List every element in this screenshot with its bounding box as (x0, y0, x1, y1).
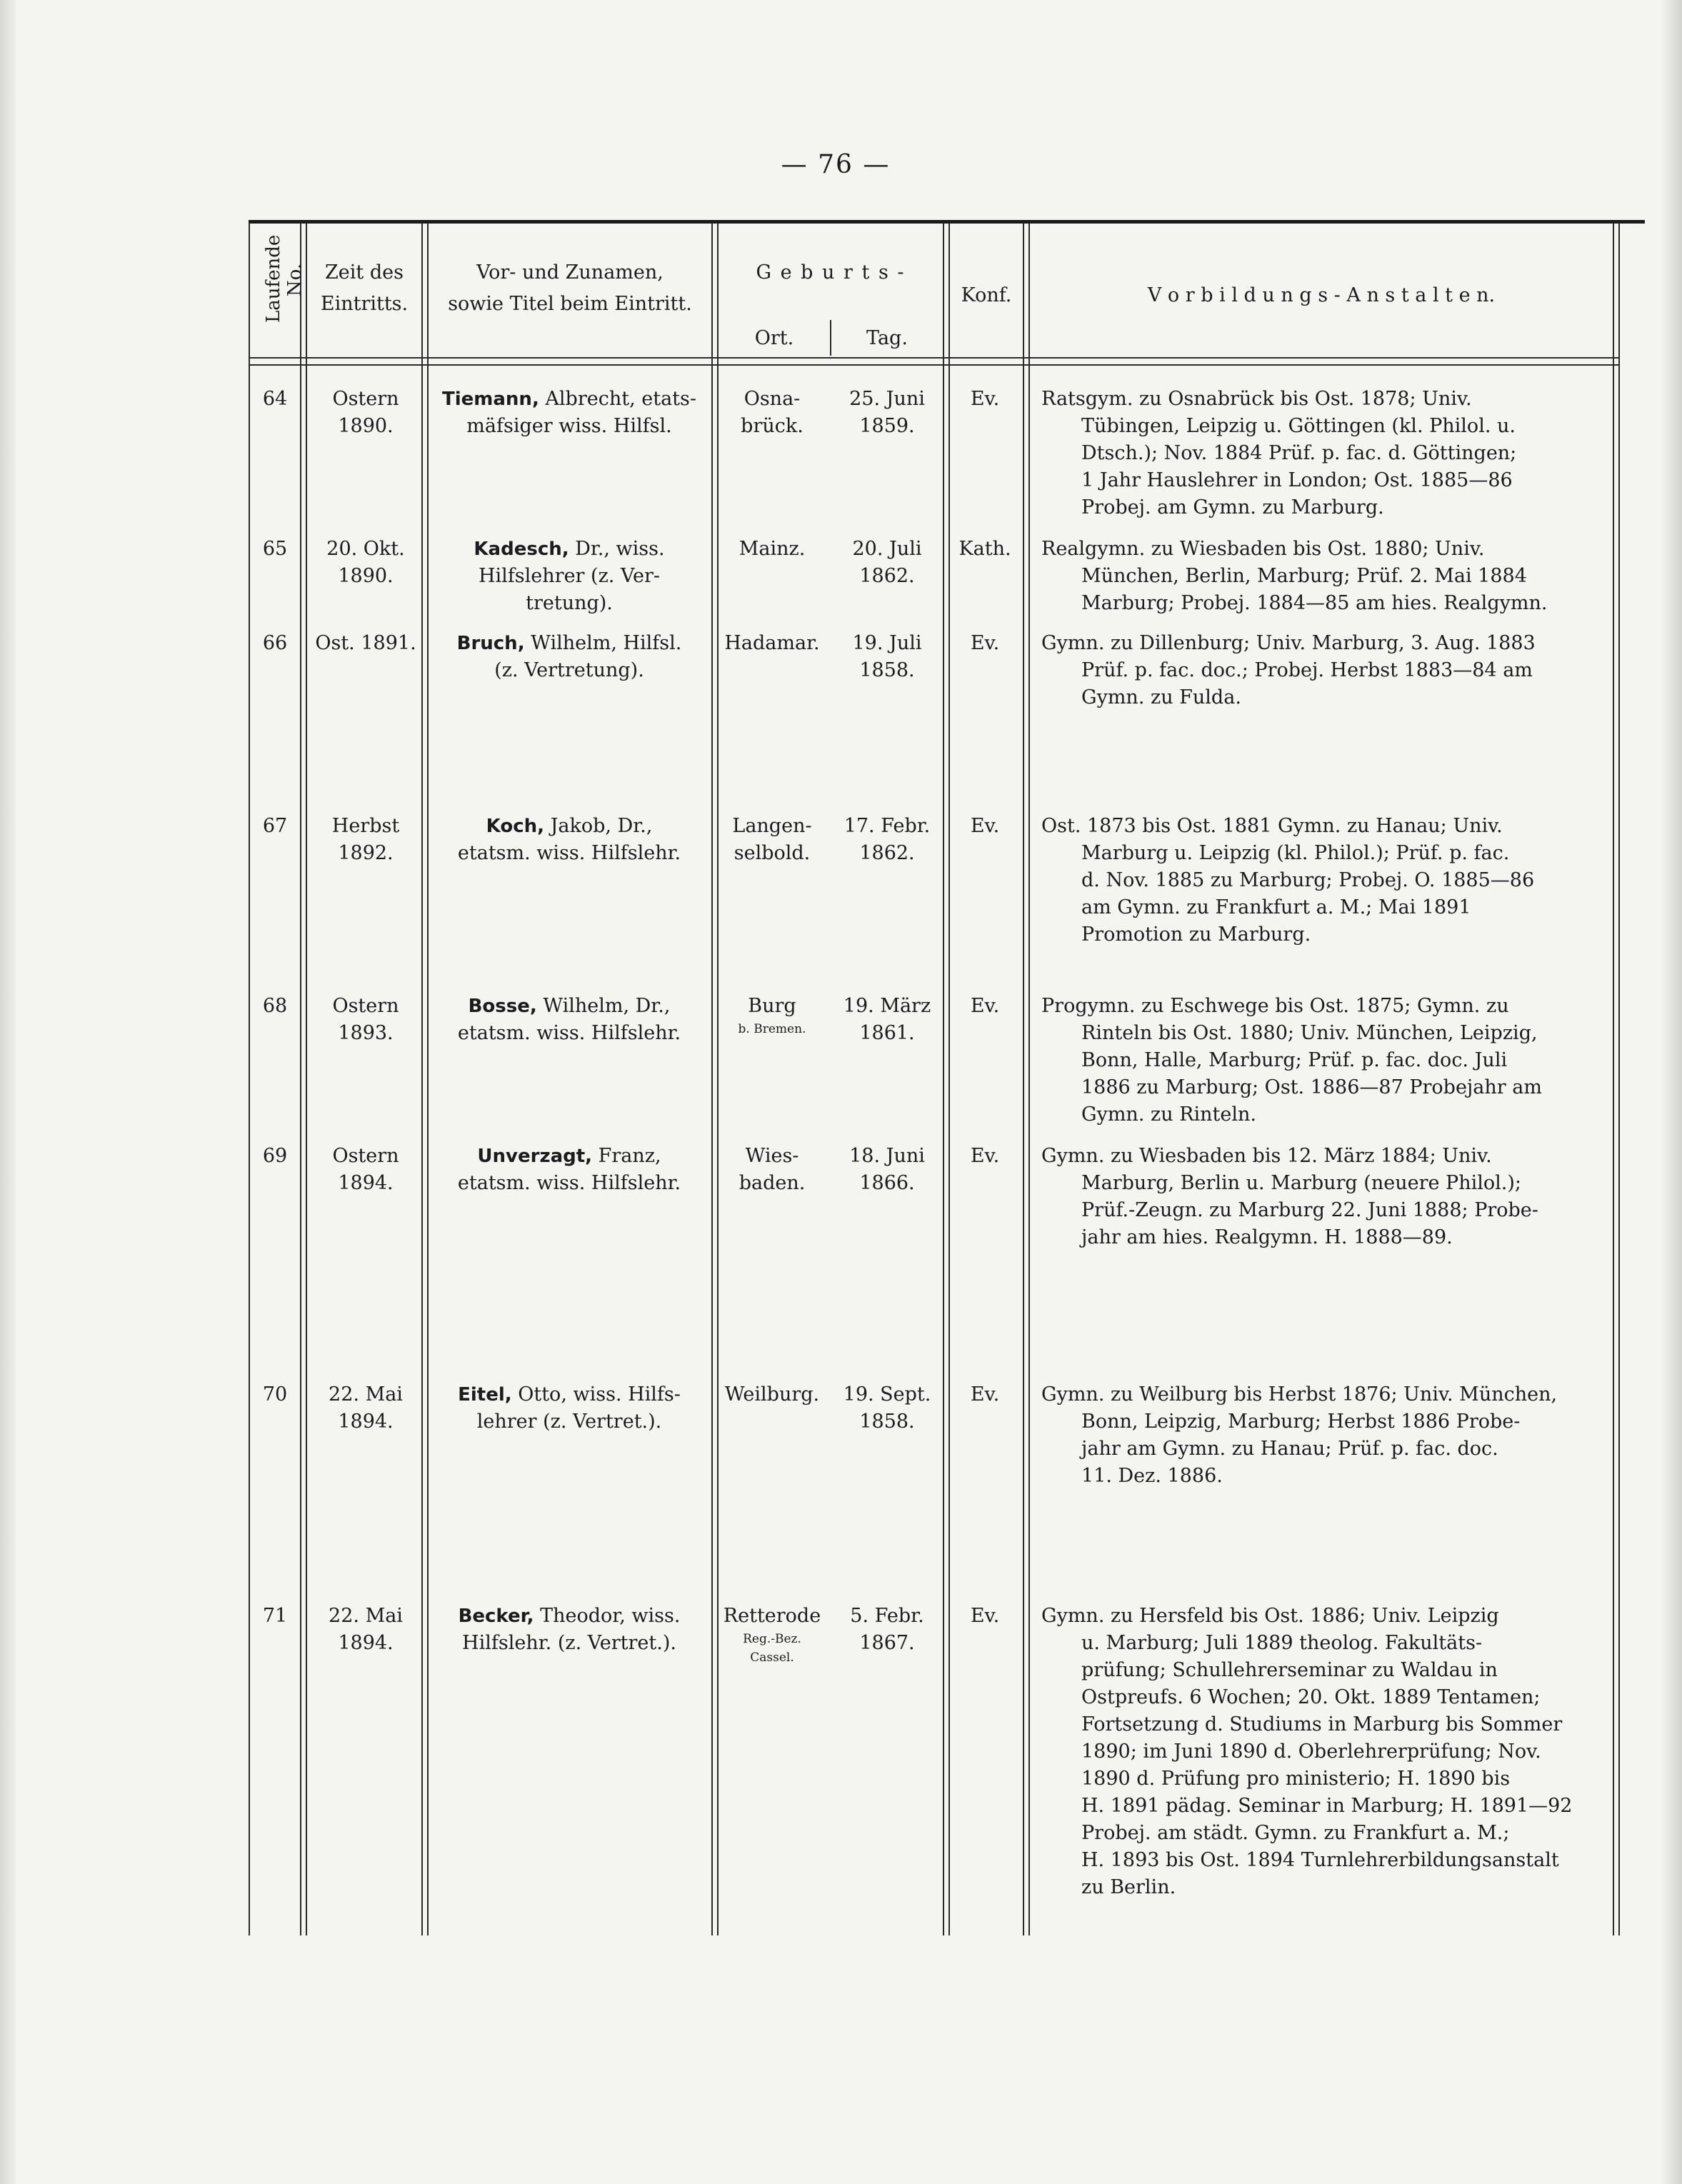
row-education: Ost. 1873 bis Ost. 1881 Gymn. zu Hanau; Univ. Marburg u. Leipzig (kl. Philol.); Prüf. p. fac. d. Nov. 1885 zu Marburg; Probej. O. 1885—86 am Gymn. zu Frankfurt a. M.; Mai 1891 Promotion zu Marburg. (1041, 815, 1535, 946)
row-number: 70 (262, 1383, 288, 1406)
header-zeit-line: Zeit des (325, 261, 404, 284)
row-education: Realgymn. zu Wiesbaden bis Ost. 1880; Univ. München, Berlin, Marburg; Prüf. 2. Mai 1884 Marburg; Probej. 1884—85 am hies. Realgymn. (1041, 538, 1548, 614)
header-rule-1 (249, 357, 1618, 359)
row-entry-date: Ostern 1893. (332, 995, 399, 1044)
row-entry-date: Ost. 1891. (315, 632, 416, 654)
row-birthplace: Wies- baden. (739, 1145, 806, 1194)
column-line (300, 223, 301, 1935)
row-birthplace: Retterode Reg.-Bez. Cassel. (723, 1605, 821, 1665)
row-number: 64 (262, 388, 288, 410)
header-name (429, 257, 711, 320)
column-line (717, 223, 719, 1935)
page-shadow-left (0, 0, 16, 2184)
row-name: Becker, Theodor, wiss. Hilfslehr. (z. Vertret.). (458, 1605, 681, 1654)
row-birthdate: 19. Juli 1858. (852, 632, 922, 681)
header-name-line: sowie Titel beim Eintritt. (448, 293, 692, 315)
row-birthdate: 17. Febr. 1862. (843, 815, 931, 864)
page-number: — 76 — (781, 150, 891, 179)
row-birthplace: Weilburg. (724, 1383, 820, 1406)
column-line (1613, 223, 1614, 1935)
column-line (1023, 223, 1024, 1935)
row-birthplace: Osna- brück. (741, 388, 804, 437)
row-birthplace: Hadamar. (724, 632, 820, 654)
row-surname: Bosse, (468, 996, 537, 1017)
row-confession: Kath. (958, 538, 1011, 560)
row-number: 69 (262, 1145, 288, 1167)
row-surname: Koch, (486, 816, 545, 837)
header-zeit (307, 257, 421, 320)
row-surname: Kadesch, (474, 539, 569, 560)
row-number: 71 (262, 1605, 288, 1627)
row-name: Bosse, Wilhelm, Dr., etatsm. wiss. Hilfslehr. (457, 995, 681, 1044)
row-confession: Ev. (970, 995, 1000, 1017)
column-line (427, 223, 429, 1935)
column-line (943, 223, 944, 1935)
header-rule-2 (249, 364, 1618, 366)
row-confession: Ev. (970, 632, 1000, 654)
header-geburts: G e b u r t s - (756, 261, 906, 284)
row-surname: Unverzagt, (477, 1146, 593, 1167)
row-birthplace: Burg b. Bremen. (738, 995, 806, 1036)
column-line (1028, 223, 1030, 1935)
row-confession: Ev. (970, 388, 1000, 410)
row-education: Progymn. zu Eschwege bis Ost. 1875; Gymn. zu Rinteln bis Ost. 1880; Univ. München, Leipzig, Bonn, Halle, Marburg; Prüf. p. fac. doc. Juli 1886 zu Marburg; Ost. 1886—87 Probejahr am Gymn. zu Rinteln. (1041, 995, 1542, 1126)
row-entry-date: Herbst 1892. (331, 815, 400, 864)
header-name-line: Vor- und Zunamen, (476, 261, 664, 284)
row-entry-date: 22. Mai 1894. (329, 1383, 403, 1433)
column-line (711, 223, 713, 1935)
row-entry-date: 20. Okt. 1890. (326, 538, 405, 587)
row-name: Eitel, Otto, wiss. Hilfs- lehrer (z. Vertret.). (458, 1383, 681, 1433)
row-birthdate: 19. Sept. 1858. (843, 1383, 931, 1433)
row-birthdate: 19. März 1861. (843, 995, 931, 1044)
table-top-rule (249, 220, 1645, 224)
row-education: Gymn. zu Weilburg bis Herbst 1876; Univ. München, Bonn, Leipzig, Marburg; Herbst 1886 Probe- jahr am Gymn. zu Hanau; Prüf. p. fac. doc. 11. Dez. 1886. (1041, 1383, 1558, 1487)
row-number: 66 (262, 632, 288, 654)
row-birthdate: 5. Febr. 1867. (850, 1605, 924, 1654)
row-education: Gymn. zu Wiesbaden bis 12. März 1884; Univ. Marburg, Berlin u. Marburg (neuere Philol.); Prüf.-Zeugn. zu Marburg 22. Juni 1888; Probe- jahr am hies. Realgymn. H. 1888—89. (1041, 1145, 1538, 1248)
column-line (1618, 223, 1620, 1935)
row-confession: Ev. (970, 1605, 1000, 1627)
row-birthplace: Mainz. (739, 538, 806, 560)
row-surname: Becker, (458, 1606, 534, 1627)
row-entry-date: Ostern 1894. (332, 1145, 399, 1194)
row-number: 67 (262, 815, 288, 837)
row-confession: Ev. (970, 815, 1000, 837)
header-tag: Tag. (866, 327, 908, 349)
page-shadow-right (1661, 0, 1682, 2184)
row-entry-date: 22. Mai 1894. (329, 1605, 403, 1654)
header-laufende-no: Laufende No. (263, 234, 306, 323)
row-name: Bruch, Wilhelm, Hilfsl. (z. Vertretung). (456, 632, 682, 681)
column-line (306, 223, 307, 1935)
row-surname: Bruch, (456, 633, 525, 654)
row-entry-date: Ostern 1890. (332, 388, 399, 437)
row-name: Tiemann, Albrecht, etats- mäfsiger wiss. Hilfsl. (442, 388, 696, 437)
row-education: Gymn. zu Hersfeld bis Ost. 1886; Univ. Leipzig u. Marburg; Juli 1889 theolog. Fakultäts- prüfung; Schullehrerseminar zu Waldau in Ostpreufs. 6 Wochen; 20. Okt. 1889 Tentamen; Fortsetzung d. Studiums in Marburg bis Sommer 1890; im Juni 1890 d. Oberlehrerprüfung; Nov. 1890 d. Prüfung pro ministerio; H. 1890 bis H. 1891 pädag. Seminar in Marburg; H. 1891—92 Probej. am städt. Gymn. zu Frankfurt a. M.; H. 1893 bis Ost. 1894 Turnlehrerbildungsanstalt zu Berlin. (1041, 1605, 1573, 1898)
column-line (421, 223, 423, 1935)
row-confession: Ev. (970, 1383, 1000, 1406)
row-birthdate: 25. Juni 1859. (849, 388, 925, 437)
row-education: Gymn. zu Dillenburg; Univ. Marburg, 3. Aug. 1883 Prüf. p. fac. doc.; Probej. Herbst 1883—84 am Gymn. zu Fulda. (1041, 632, 1536, 708)
header-ort: Ort. (754, 327, 794, 349)
row-birthdate: 20. Juli 1862. (852, 538, 922, 587)
column-line (249, 223, 250, 1935)
row-number: 68 (262, 995, 288, 1017)
row-name: Unverzagt, Franz, etatsm. wiss. Hilfslehr. (457, 1145, 681, 1194)
row-surname: Eitel, (458, 1384, 512, 1406)
column-line (948, 223, 950, 1935)
row-surname: Tiemann, (442, 389, 539, 410)
row-education: Ratsgym. zu Osnabrück bis Ost. 1878; Univ. Tübingen, Leipzig u. Göttingen (kl. Philol. u. Dtsch.); Nov. 1884 Prüf. p. fac. d. Göttingen; 1 Jahr Hauslehrer in London; Ost. 1885—86 Probej. am Gymn. zu Marburg. (1041, 388, 1517, 519)
header-konf: Konf. (961, 284, 1012, 306)
row-birthdate: 18. Juni 1866. (849, 1145, 925, 1194)
row-number: 65 (262, 538, 288, 560)
row-confession: Ev. (970, 1145, 1000, 1167)
header-zeit-line: Eintritts. (320, 293, 409, 315)
row-name: Kadesch, Dr., wiss. Hilfslehrer (z. Ver- tretung). (474, 538, 665, 614)
row-name: Koch, Jakob, Dr., etatsm. wiss. Hilfslehr. (457, 815, 681, 864)
header-vorbildung: V o r b i l d u n g s - A n s t a l t e n. (1147, 284, 1496, 306)
row-birthplace: Langen- selbold. (732, 815, 812, 864)
